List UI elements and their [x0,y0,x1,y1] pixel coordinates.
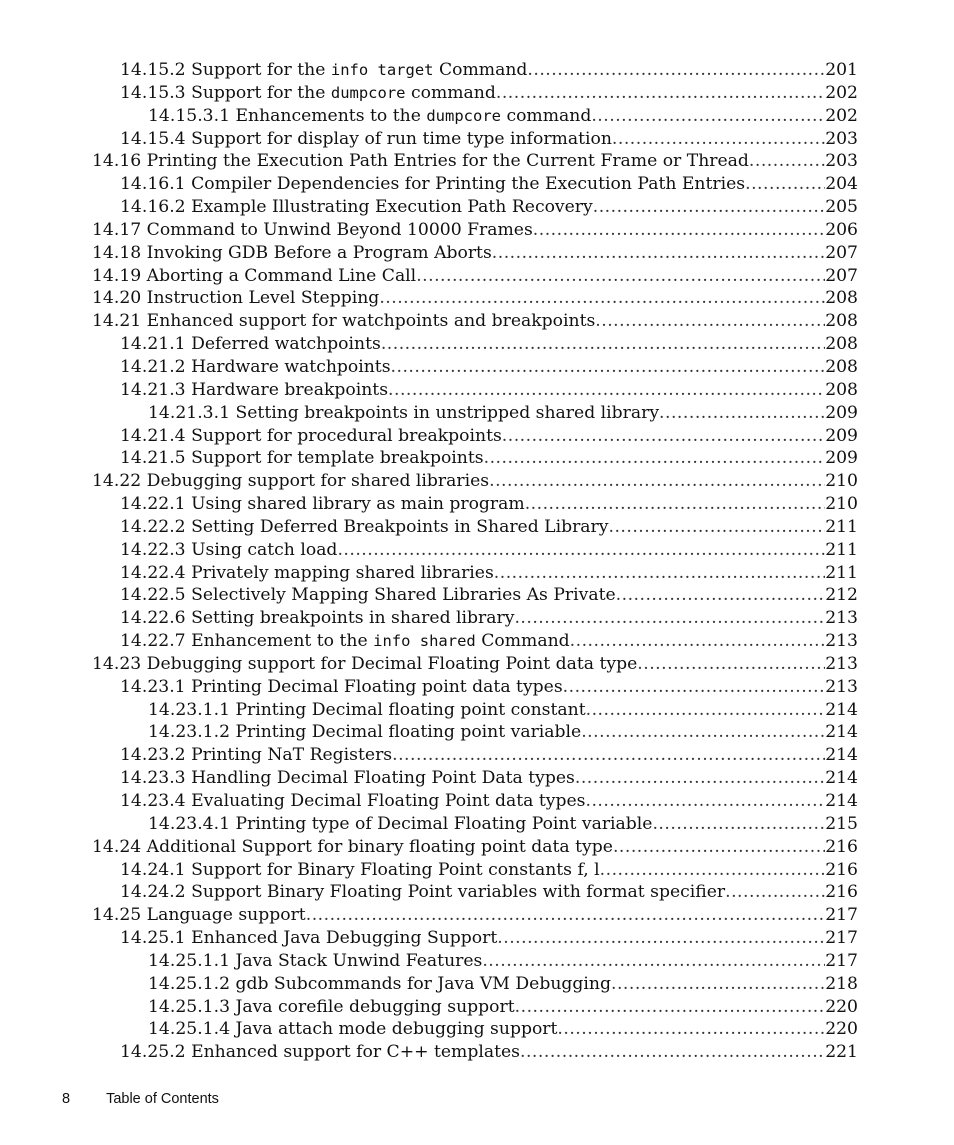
toc-entry-text: 14.22.4 Privately mapping shared libraries [120,562,494,583]
toc-leader-dots [489,471,825,491]
toc-entry[interactable] [92,608,858,631]
toc-leader-dots [612,129,825,149]
toc-entry-title [92,288,379,308]
toc-entry-text: 14.21.1 Deferred watchpoints [120,334,381,355]
toc-entry-text: 14.22.6 Setting breakpoints in shared library [120,608,515,629]
toc-entry-text: 14.22.7 Enhancement to the [120,631,374,652]
toc-entry-text: 14.23.1.1 Printing Decimal floating point constant [148,699,586,720]
toc-entry[interactable] [92,288,858,311]
toc-entry-title [92,654,637,674]
toc-entry-title [148,814,652,834]
toc-leader-dots [482,951,825,971]
toc-entry-text: 14.25.1.2 gdb Subcommands for Java VM Debugging [148,973,611,994]
toc-entry-text: Command [475,631,570,652]
toc-entry[interactable] [92,585,858,608]
toc-entry[interactable] [92,426,858,449]
toc-entry-page: 215 [825,813,858,834]
toc-entry-text: 14.23.1 Printing Decimal Floating point data types [120,676,563,697]
toc-entry-title [92,905,306,925]
toc-entry[interactable] [92,791,858,814]
toc-entry-text: 14.22.5 Selectively Mapping Shared Libraries As Private [120,585,616,606]
toc-leader-dots [484,448,826,468]
toc-entry-text: 14.23.1.2 Printing Decimal floating point variable [148,722,582,743]
toc-leader-dots [637,654,825,674]
toc-entry[interactable] [92,334,858,357]
toc-entry-text: 14.19 Aborting a Command Line Call [92,265,417,286]
toc-entry[interactable] [92,1042,858,1065]
toc-leader-dots [494,563,825,583]
toc-entry[interactable] [92,974,858,997]
toc-entry-page: 214 [825,722,858,743]
toc-entry[interactable] [92,151,858,174]
toc-entry-title [120,197,593,217]
toc-entry-page: 208 [825,379,858,400]
toc-entry-text: 14.17 Command to Unwind Beyond 10000 Frames [92,219,533,240]
toc-entry[interactable] [92,540,858,563]
toc-entry-text: 14.22.3 Using catch load [120,539,338,560]
toc-entry[interactable] [92,517,858,540]
toc-entry-page: 214 [825,699,858,720]
toc-leader-dots [749,151,825,171]
toc-leader-dots [659,403,825,423]
toc-entry[interactable] [92,448,858,471]
footer-page-number: 8 [62,1091,71,1107]
toc-entry-text: 14.15.4 Support for display of run time type information [120,128,612,149]
toc-entry-title [120,928,497,948]
toc-entry-text: 14.24.1 Support for Binary Floating Point constants f, l [120,859,600,880]
toc-leader-dots [520,1042,825,1062]
toc-entry-text: 14.21.2 Hardware watchpoints [120,356,391,377]
toc-entry-title [120,677,563,697]
toc-leader-dots [514,608,825,628]
toc-entry-title [120,791,586,811]
toc-entry-text: 14.16.2 Example Illustrating Execution Path Recovery [120,197,593,218]
toc-entry-page: 212 [825,585,858,606]
toc-entry[interactable] [92,928,858,951]
toc-entry-text: 14.20 Instruction Level Stepping [92,288,380,309]
toc-leader-dots [379,288,825,308]
toc-entry-title [120,563,494,583]
toc-leader-dots [575,768,825,788]
toc-entry[interactable] [92,814,858,837]
toc-entry-title [120,357,391,377]
toc-entry-page: 216 [825,882,858,903]
toc-entry[interactable] [92,129,858,152]
toc-entry[interactable] [92,882,858,905]
toc-entry-title [120,768,575,788]
toc-leader-dots [611,974,825,994]
toc-entry-page: 213 [825,608,858,629]
toc-entry-text: Command [433,60,528,80]
toc-entry-title [148,403,659,423]
toc-entry-title [120,745,392,765]
toc-entry[interactable] [92,266,858,289]
toc-entry-text: 14.25.1.3 Java corefile debugging support [148,996,515,1017]
toc-leader-dots [570,631,826,651]
toc-entry-code: dumpcore [330,83,406,102]
page-footer [62,1091,219,1107]
toc-leader-dots [497,928,825,948]
toc-leader-dots [595,311,825,331]
toc-entry-title [92,220,533,240]
toc-entry[interactable] [92,106,858,129]
toc-entry-title [120,448,484,468]
toc-entry-title [148,951,482,971]
toc-entry-code: dumpcore [426,106,501,125]
toc-entry-title [120,494,525,514]
toc-leader-dots [388,380,825,400]
toc-leader-dots [600,860,826,880]
toc-entry-title [120,380,388,400]
toc-entry-title [120,129,612,149]
toc-entry-text: 14.22.2 Setting Deferred Breakpoints in Shared Library [120,516,609,537]
toc-entry[interactable] [92,83,858,106]
toc-entry-text: 14.25.1.4 Java attach mode debugging support [148,1019,558,1040]
toc-entry-page: 208 [825,334,858,355]
toc-entry-title [120,882,725,902]
toc-entry-page: 211 [825,516,858,537]
toc-entry-title [148,700,586,720]
toc-leader-dots [563,677,826,697]
toc-entry[interactable] [92,860,858,883]
toc-entry[interactable] [92,403,858,426]
toc-entry-page: 207 [825,242,858,263]
toc-entry[interactable] [92,243,858,266]
toc-entry-text: 14.15.3 Support for the [120,82,331,103]
toc-leader-dots [586,700,826,720]
toc-entry[interactable] [92,197,858,220]
toc-entry-page: 217 [825,928,858,949]
toc-entry-code: info target [330,61,434,79]
toc-leader-dots [533,220,825,240]
toc-entry-code: info shared [373,632,476,651]
toc-entry[interactable] [92,357,858,380]
toc-entry-text: 14.25.1.1 Java Stack Unwind Features [148,950,483,971]
toc-entry-title [120,1042,520,1062]
toc-leader-dots [391,357,826,377]
toc-leader-dots [593,197,825,217]
toc-entry-title [120,174,745,194]
toc-entry-text: 14.24 Additional Support for binary floating point data type [92,836,613,857]
toc-leader-dots [557,1019,825,1039]
toc-entry-page: 220 [825,996,858,1017]
toc-entry-page: 211 [825,562,858,583]
toc-entry-text: 14.15.2 Support for the [120,60,331,80]
toc-entry-text: 14.24.2 Support Binary Floating Point variables with format specifier [120,882,726,903]
toc-entry-title [148,997,515,1017]
toc-entry-text: 14.23 Debugging support for Decimal Floating Point data type [92,653,638,674]
toc-entry-title [120,860,600,880]
toc-entry[interactable] [92,311,858,334]
toc-entry-text: 14.23.2 Printing NaT Registers [120,745,393,766]
toc-entry[interactable] [92,677,858,700]
toc-entry-title [120,585,616,605]
toc-entry-text: 14.21.5 Support for template breakpoints [120,448,484,469]
toc-entry-title [92,266,416,286]
toc-entry-page: 201 [825,60,858,80]
toc-entry-page: 213 [825,653,858,674]
toc-entry-text: 14.23.4 Evaluating Decimal Floating Point data types [120,791,586,811]
toc-entry[interactable] [92,1019,858,1042]
toc-entry-page: 220 [825,1019,858,1040]
toc-entry-title [120,426,502,446]
toc-entry[interactable] [92,631,858,654]
toc-entry[interactable] [92,60,858,83]
toc-leader-dots [613,837,825,857]
toc-leader-dots [306,905,825,925]
table-of-contents [92,60,858,1065]
toc-entry-text: 14.25.2 Enhanced support for C++ templates [120,1042,520,1063]
toc-entry-text: 14.23.4.1 Printing type of Decimal Floating Point variable [148,813,653,834]
toc-entry-text: 14.21.3.1 Setting breakpoints in unstripped shared library [148,402,660,423]
toc-entry-page: 203 [825,128,858,149]
toc-leader-dots [502,426,825,446]
toc-entry-page: 210 [825,471,858,492]
toc-entry-title [120,631,570,651]
toc-leader-dots [586,791,826,811]
toc-entry-page: 202 [825,105,858,126]
toc-entry-text: 14.15.3.1 Enhancements to the [148,105,427,126]
toc-entry-text: 14.21 Enhanced support for watchpoints and breakpoints [92,311,596,332]
toc-entry-text: 14.22 Debugging support for shared libraries [92,471,490,492]
toc-entry-text: 14.16.1 Compiler Dependencies for Printing the Execution Path Entries [120,174,746,195]
footer-section-title: Table of Contents [106,1091,219,1107]
toc-entry-page: 214 [825,745,858,766]
toc-entry-page: 208 [825,288,858,309]
toc-entry-page: 217 [825,950,858,971]
toc-leader-dots [496,83,825,103]
toc-entry[interactable] [92,905,858,928]
toc-entry-page: 208 [825,356,858,377]
toc-entry-page: 218 [825,973,858,994]
toc-entry-page: 213 [825,631,858,652]
toc-entry-text: 14.23.3 Handling Decimal Floating Point Data types [120,768,575,789]
toc-leader-dots [416,266,825,286]
toc-entry-title [92,311,595,331]
toc-leader-dots [745,174,825,194]
toc-entry-page: 214 [825,791,858,811]
toc-entry-page: 216 [825,836,858,857]
toc-leader-dots [515,997,826,1017]
toc-entry-title [92,243,492,263]
toc-entry-page: 216 [825,859,858,880]
toc-entry-page: 207 [825,265,858,286]
toc-entry-text: command [500,105,592,126]
toc-entry-text: command [405,82,496,103]
toc-leader-dots [608,517,825,537]
toc-entry[interactable] [92,380,858,403]
toc-entry-title [148,1019,557,1039]
toc-leader-dots [527,60,825,80]
toc-entry-title [120,540,337,560]
toc-entry-page: 206 [825,219,858,240]
toc-entry[interactable] [92,722,858,745]
toc-entry-title [120,517,608,537]
toc-entry-title [148,106,591,126]
toc-entry-text: 14.25.1 Enhanced Java Debugging Support [120,928,498,949]
toc-entry-title [148,974,611,994]
toc-entry[interactable] [92,174,858,197]
toc-entry-text: 14.25 Language support [92,905,306,926]
toc-leader-dots [381,334,825,354]
toc-entry-text: 14.21.4 Support for procedural breakpoints [120,425,502,446]
toc-leader-dots [392,745,825,765]
toc-entry-page: 213 [825,676,858,697]
toc-entry-title [92,837,613,857]
toc-entry-title [92,151,749,171]
toc-entry[interactable] [92,700,858,723]
toc-entry-page: 210 [825,494,858,515]
toc-leader-dots [492,243,825,263]
toc-entry-title [148,722,581,742]
toc-entry-text: 14.18 Invoking GDB Before a Program Aborts [92,242,492,263]
toc-entry-text: 14.21.3 Hardware breakpoints [120,379,389,400]
toc-entry-page: 209 [825,448,858,469]
toc-leader-dots [525,494,826,514]
toc-entry[interactable] [92,471,858,494]
toc-entry[interactable] [92,745,858,768]
toc-entry-page: 209 [825,402,858,423]
toc-entry[interactable] [92,768,858,791]
toc-entry-page: 211 [825,539,858,560]
toc-entry[interactable] [92,997,858,1020]
toc-entry-page: 202 [825,82,858,103]
toc-entry-title [120,83,496,103]
toc-entry-page: 221 [825,1042,858,1063]
toc-entry-title [120,60,527,80]
toc-entry-page: 209 [825,425,858,446]
toc-entry[interactable] [92,837,858,860]
toc-entry[interactable] [92,220,858,243]
toc-leader-dots [591,106,825,126]
toc-leader-dots [581,722,825,742]
toc-leader-dots [725,882,825,902]
toc-entry[interactable] [92,951,858,974]
toc-entry-page: 208 [825,311,858,332]
toc-entry-text: 14.22.1 Using shared library as main program [120,494,525,515]
toc-leader-dots [616,585,826,605]
toc-entry-text: 14.16 Printing the Execution Path Entries for the Current Frame or Thread [92,151,749,172]
toc-entry-title [120,334,381,354]
toc-entry-title [92,471,489,491]
toc-entry-page: 205 [825,197,858,218]
toc-entry[interactable] [92,654,858,677]
toc-entry[interactable] [92,563,858,586]
toc-entry-page: 203 [825,151,858,172]
toc-entry-page: 204 [825,174,858,195]
toc-leader-dots [337,540,825,560]
toc-entry-page: 214 [825,768,858,789]
toc-entry-title [120,608,514,628]
toc-leader-dots [652,814,825,834]
toc-entry[interactable] [92,494,858,517]
toc-entry-page: 217 [825,905,858,926]
